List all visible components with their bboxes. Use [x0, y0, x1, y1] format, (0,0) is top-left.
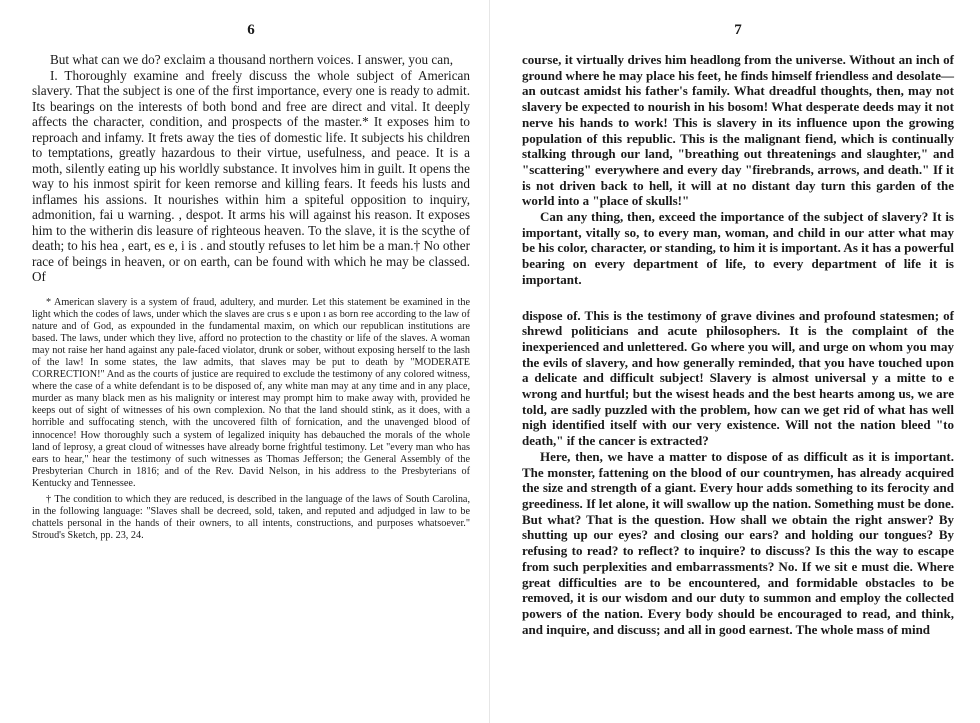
page-number: 7: [734, 22, 742, 38]
right-page: [490, 0, 980, 723]
paragraph: I. Thoroughly examine and freely discuss the whole subject of American slavery. That the subject is one of the first importance, every one is ready to admit. Its bearings on the interests of both bond and free are direct and vital. It deeply affects the character, condition, and prospects of the master.* It exposes him to reproach and infamy. It frets away the ties of domestic life. It subjects his children to temptations, greatly hazardous to their virtue, usefulness, and peace. It is a moth, silently eating up his worldly substance. It involves him in guilt. It opens the way to his inmost spirit for keen remorse and killing fears. It feeds his lusts and inflames his assions. It nourishes within him a spiteful opposition to inquiry, admonition, fai u warning. , despot. It arms his will against his reason. It exposes him to the witherin dis leasure of righteous heaven. To the slave, it is the scythe of death; to his hea , eart, es e, i is . and stoutly refuses to let him be a man.† No other race of beings in heaven, or on earth, can be found with which he may be classed. Of: [32, 67, 471, 284]
footnotes: [32, 297, 470, 543]
text-block: [522, 52, 954, 288]
paragraph: dispose of. This is the testimony of grave divines and profound statesmen; of shrewd politicians and acute philosophers. It is the complaint of the inexperienced and unlettered. Go where you will, and urge on whom you may the evils of slavery, and how generally reminded, that you have touched upon a delicate and difficult subject! Slavery is almost universal y a mitte to e wrong and hurtful; but the wisest heads and the best hearts among us, we are told, are sadly puzzled with the problem, how can we get rid of what has well nigh identified itself with our very existence. Will not the nation bleed "to death," if the cancer is extracted?: [522, 307, 954, 449]
text-block: [522, 308, 954, 638]
footnote: † The condition to which they are reduced, is described in the language of the laws of South Carolina, in the following language: "Slaves shall be decreed, sold, taken, and reputed and adjudged in law to be chattels personal in the hands of their owners, to all intents, constructions, and purposes whatsoever." Stroud's Sketch, pp. 23, 24.: [32, 494, 470, 542]
footnote: * American slavery is a system of fraud, adultery, and murder. Let this statement be examined in the light which the codes of laws, under which the slaves are crus s e upon ı as born ree according to the law of nature and of God, as expounded in the fundamental maxim, on which our republican institutions are based. The laws, under which they live, afford no protection to the chastity or life of the slaves. A woman may not raise her hand against any pale-faced violator, drunk or sober, without exposing herself to the lash of the law! In some states, the law admits, that slaves may be put to death by "MODERATE CORRECTION!" And as the courts of justice are required to exclude the testimony of any colored witness, where the case of a white defendant is to be disposed of, any white man may at any time and in any place, murder as many black men as his malignity or interest may prompt him to make away with, provided he keeps out of sight of witnesses of his own complexion. No that the land should stink, as it does, with a horrible and suffocating stench, with the uncovered filth of fornication, and the unavenged blood of innocence! How thoroughly such a system of legalized iniquity has debauched the morals of the whole land of leprosy, a great cloud of witnesses have already borne frightful testimony. Let "every man who has ears to hear," hear the testimony of such witnesses as Thomas Jefferson; the General Assembly of the Presbyterian Church in 1816; and of the Rev. David Nelson, in his address to the Presbyterians of Kentucky and Tennessee.: [32, 296, 470, 489]
paragraph: But what can we do? exclaim a thousand northern voices. I answer, you can,: [50, 52, 454, 67]
paragraph: Can any thing, then, exceed the importance of the subject of slavery? It is important, vitally so, to every man, woman, and child in our atter what may be his color, character, or standing, to him it is important. As it has a powerful bearing on every department of life, to every department of life it is important.: [522, 209, 954, 287]
spacer: [522, 288, 954, 308]
paragraph: course, it virtually drives him headlong from the universe. Without an inch of ground where he may place his feet, he finds himself friendless and desolate—an outcast amidst his father's family. What dreadful thoughts, then, may not slavery be expected to nourish in his bosom! What desperate deeds may it not nerve his hands to work! This is slavery in its influence upon the growing population of this republic. This is the malignant fiend, which is continually stalking through our land, "breathing out threatenings and slaughter," and "scattering" everywhere and every day "firebrands, arrows, and death." If it is not driven back to hell, it will at no distant day turn this garden of the world into a "place of skulls!": [522, 52, 954, 209]
page-number: 6: [247, 22, 255, 38]
paragraph: Here, then, we have a matter to dispose of as difficult as it is important. The monster, fattening on the blood of our countrymen, has already acquired the size and strength of a giant. Every hour adds something to its ferocity and greediness. If let alone, it will swallow up the nation. Something must be done. But what? That is the question. How shall we obtain the right answer? By shutting up our eyes? and closing our ears? and holding our tongues? By refusing to read? to reflect? to inquire? to discuss? Is this the way to escape from such perplexities and embarrassments? No. If we sit e must die. Where great difficulties are to be encountered, and formidable obstacles to be removed, it is our wisdom and our duty to summon and employ the collected powers of the nation. Every body should be encouraged to read, and think, and inquire, and discuss; and all in good earnest. The whole mass of mind: [522, 448, 954, 637]
